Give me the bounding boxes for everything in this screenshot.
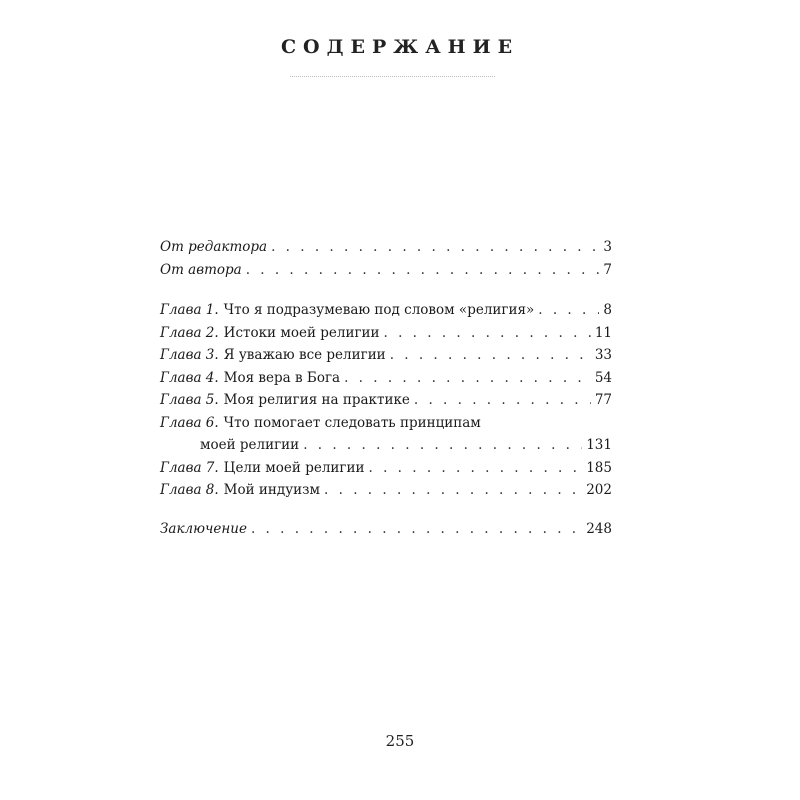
chapter-title: Что помогает следовать принципам — [223, 414, 481, 431]
toc-entry-chapter-6[interactable] — [160, 412, 612, 435]
leader-dots — [271, 236, 599, 259]
toc-entry-title: Заключение — [160, 520, 247, 537]
leader-dots — [390, 344, 591, 367]
leader-dots — [344, 367, 591, 390]
toc-entry-chapter-6-continued[interactable] — [160, 434, 612, 457]
chapter-title: Я уважаю все религии — [223, 347, 386, 363]
table-of-contents — [160, 236, 612, 540]
chapter-page: 11 — [594, 324, 612, 341]
toc-entry-title: От автора — [160, 261, 242, 278]
toc-entry-title: От редактора — [160, 239, 268, 255]
leader-dots — [368, 457, 582, 480]
toc-entry-page: 3 — [603, 239, 612, 255]
spacer — [160, 502, 612, 518]
toc-entry-page: 7 — [603, 261, 612, 278]
chapter-prefix: Глава 3. — [160, 347, 219, 363]
chapter-page: 202 — [586, 482, 612, 498]
chapter-title: Цели моей религии — [223, 459, 365, 476]
title-divider — [290, 76, 495, 77]
chapter-page: 131 — [586, 437, 612, 453]
toc-entry-chapter-3[interactable] — [160, 344, 612, 367]
toc-entry-conclusion[interactable] — [160, 518, 612, 541]
chapter-page: 185 — [586, 459, 612, 476]
leader-dots — [246, 259, 600, 282]
chapter-title: Моя религия на практике — [223, 392, 410, 408]
chapter-title: Что я подразумеваю под словом «религия» — [223, 302, 535, 318]
toc-entry-chapter-7[interactable] — [160, 457, 612, 480]
spacer — [160, 281, 612, 299]
chapter-page: 8 — [603, 302, 612, 318]
chapter-prefix: Глава 5. — [160, 392, 219, 408]
toc-entry-chapter-8[interactable] — [160, 479, 612, 502]
chapter-title: Истоки моей религии — [223, 324, 380, 341]
chapter-page: 54 — [594, 369, 612, 386]
toc-entry-page: 248 — [586, 520, 612, 537]
leader-dots — [303, 434, 582, 457]
page-number: 255 — [385, 732, 415, 750]
page-title: СОДЕРЖАНИЕ — [280, 36, 520, 58]
chapter-page: 33 — [594, 347, 612, 363]
chapter-prefix: Глава 4. — [160, 369, 219, 386]
chapter-prefix: Глава 8. — [160, 482, 219, 498]
toc-entry-chapter-4[interactable] — [160, 367, 612, 390]
chapter-page: 77 — [594, 392, 612, 408]
toc-entry-chapter-5[interactable] — [160, 389, 612, 412]
leader-dots — [538, 299, 599, 322]
chapter-title: Мой индуизм — [223, 482, 321, 498]
toc-entry-author[interactable] — [160, 259, 612, 282]
toc-entry-chapter-1[interactable] — [160, 299, 612, 322]
chapter-prefix: Глава 6. — [160, 414, 219, 431]
chapter-prefix: Глава 2. — [160, 324, 219, 341]
chapter-title: Моя вера в Бога — [223, 369, 341, 386]
chapter-prefix: Глава 1. — [160, 302, 219, 318]
leader-dots — [324, 479, 582, 502]
leader-dots — [384, 322, 591, 345]
toc-entry-editor[interactable] — [160, 236, 612, 259]
leader-dots — [414, 389, 591, 412]
leader-dots — [251, 518, 582, 541]
chapter-title-continued: моей религии — [200, 437, 300, 453]
toc-entry-chapter-2[interactable] — [160, 322, 612, 345]
chapter-prefix: Глава 7. — [160, 459, 219, 476]
